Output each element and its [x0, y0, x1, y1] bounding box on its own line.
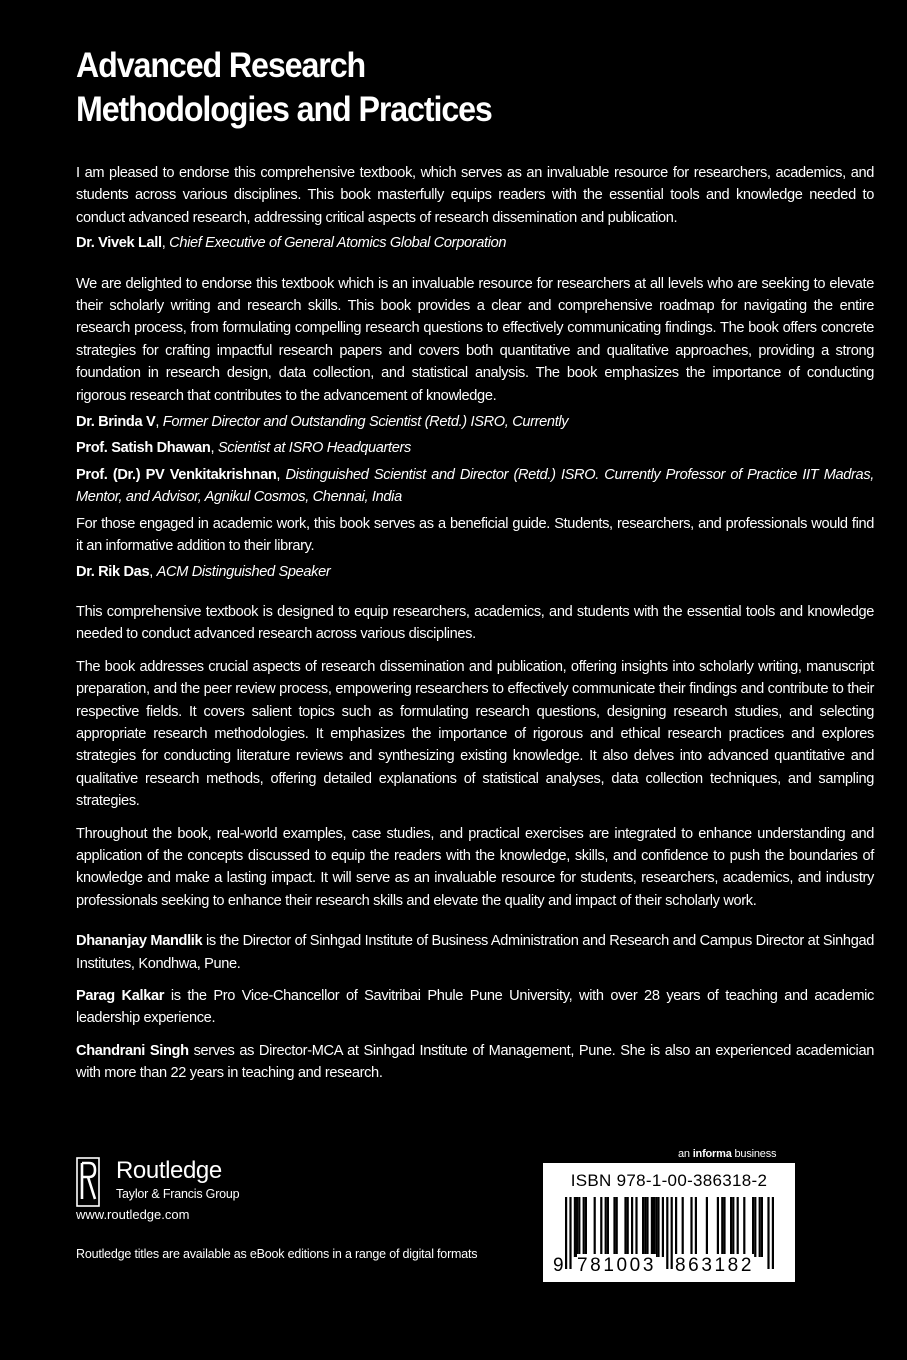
title-line-1: Advanced Research — [76, 46, 366, 85]
barcode-bar — [682, 1197, 684, 1257]
barcode-bar — [690, 1197, 692, 1257]
signatory-role: Scientist at ISRO Headquarters — [217, 440, 411, 457]
barcode-bar — [655, 1197, 657, 1257]
isbn-label: ISBN 978-1-00-386318-2 — [570, 1171, 768, 1190]
description-paragraph: The book addresses crucial aspects of research dissemination and publication, offering insights into scholarly writing, manuscript preparation, and the peer review process, empowering researchers to effectively communicate their findings and contribute to their respective fields. It covers salient topics such as formulating research questions, designing research studies, and selecting appropriate research methodologies. It emphasizes the importance of rigorous and ethical research practices and explores strategies for conducting literature reviews and synthesizing existing knowledge. It also delves into advanced quantitative and qualitative research methods, offering detailed explanations of statistical analyses, data collection techniques, and sampling strategies. — [76, 658, 874, 810]
endorsement-3: For those engaged in academic work, this book serves as a beneficial guide. Students, researchers, and professionals would find it an informative addition to their library. — [76, 515, 874, 555]
endorser-role: Chief Executive of General Atomics Global Corporation — [169, 235, 507, 252]
barcode-bar — [723, 1197, 725, 1257]
signatory-name: Prof. (Dr.) PV Venkitakrishnan — [76, 466, 277, 483]
barcode-bar — [721, 1197, 723, 1257]
ean-digits — [543, 1254, 795, 1278]
barcode-bar — [732, 1197, 734, 1257]
endorser-name: Dr. Rik Das — [76, 563, 150, 580]
barcode-bar — [583, 1197, 585, 1257]
endorsement-2: We are delighted to endorse this textbook which is an invaluable resource for researchers at all levels who are seeking to elevate their scholarly writing and research skills. This book provides a clear and comprehensive roadmap for navigating the entire research process, from formulating compelling research questions to effectively communicating findings. The book offers concrete strategies for crafting impactful research papers and covers both quantitative and qualitative approaches, providing a strong foundation in research design, data collection, and statistical analysis. The book emphasizes the importance of conducting rigorous research that contributes to the advancement of knowledge. — [76, 275, 874, 404]
barcode-bar — [737, 1197, 739, 1257]
title-line-2: Methodologies and Practices — [76, 90, 492, 129]
barcode-bar — [578, 1197, 580, 1257]
description-paragraph: This comprehensive textbook is designed to equip researchers, academics, and students with the essential tools and knowledge needed to conduct advanced research across various disciplines. — [76, 603, 874, 643]
barcode-bar — [651, 1197, 653, 1257]
barcode-bar — [574, 1197, 576, 1257]
publisher-group: Taylor & Francis Group — [116, 1187, 240, 1201]
author-bio-text: is the Director of Sinhgad Institute of Business Administration and Research and Campus Director at Sinhgad Institutes, Kondhwa, Pune. — [76, 933, 874, 972]
barcode-bar — [616, 1197, 618, 1257]
description-paragraph: Throughout the book, real-world examples, case studies, and practical exercises are integrated to enhance understanding and application of the concepts discussed to equip the readers with the knowledge, skills, and confidence to push the boundaries of knowledge and make a lasting impact. It will serve as an invaluable resource for students, researchers, academics, and industry professionals seeking to enhance their research skills and elevate the quality and impact of their scholarly work. — [76, 825, 874, 909]
ean-first-digit: 9 — [553, 1255, 564, 1276]
barcode-bar — [653, 1197, 655, 1257]
informa-business-label: an informa business — [678, 1148, 777, 1160]
barcode-bar — [752, 1197, 754, 1257]
barcode-bar — [675, 1197, 677, 1257]
barcode-bar — [644, 1197, 646, 1257]
author-bio — [76, 985, 874, 1030]
signatory-name: Dr. Brinda V — [76, 414, 156, 431]
author-name: Dhananjay Mandlik — [76, 933, 203, 950]
barcode-bar — [759, 1197, 761, 1257]
barcode-bar — [657, 1197, 659, 1257]
signatory-3: Prof. (Dr.) PV Venkitakrishnan, Distinguished Scientist and Director (Retd.) ISRO. Currently Professor of Practice IIT Madras, Mentor, and Advisor, Agnikul Cosmos, Chennai, India — [76, 466, 874, 506]
barcode-bar — [594, 1197, 596, 1257]
isbn-barcode — [543, 1163, 795, 1282]
signatory-2: Prof. Satish Dhawan, Scientist at ISRO Headquarters — [76, 440, 411, 457]
signatory-name: Prof. Satish Dhawan — [76, 440, 211, 457]
barcode-bar — [695, 1197, 697, 1257]
ebook-note: Routledge titles are available as eBook editions in a range of digital formats — [76, 1247, 478, 1261]
author-bio — [76, 930, 874, 975]
barcode-bar — [717, 1197, 719, 1257]
endorser-name: Dr. Vivek Lall — [76, 235, 162, 252]
routledge-logo — [76, 1157, 296, 1207]
author-name: Parag Kalkar — [76, 988, 165, 1004]
routledge-r-icon — [76, 1157, 100, 1207]
barcode-bar — [585, 1197, 587, 1257]
author-name: Chandrani Singh — [76, 1042, 189, 1059]
book-title — [76, 44, 775, 132]
barcode-bar — [631, 1197, 633, 1257]
barcode-bar — [635, 1197, 637, 1257]
ean-left-digits: 781003 — [577, 1255, 657, 1276]
endorsement-3-signature: Dr. Rik Das, ACM Distinguished Speaker — [76, 563, 331, 580]
barcode-bar — [662, 1197, 664, 1257]
barcode-bar — [607, 1197, 609, 1257]
barcode-bar — [642, 1197, 644, 1257]
publisher-url: www.routledge.com — [76, 1207, 190, 1222]
author-bio-text: serves as Director-MCA at Sinhgad Institute of Management, Pune. She is also an experienced academician with more than 22 years in teaching and research. — [76, 1042, 874, 1082]
barcode-bar — [627, 1197, 629, 1257]
barcode-bar — [624, 1197, 626, 1257]
signatory-1: Dr. Brinda V, Former Director and Outstanding Scientist (Retd.) ISRO, Currently — [76, 414, 569, 431]
barcode-bar — [600, 1197, 602, 1257]
barcode-bar — [730, 1197, 732, 1257]
author-bio-text: is the Pro Vice-Chancellor of Savitribai Phule Pune University, with over 28 years of teaching and academic leadership experience. — [76, 988, 874, 1027]
informa-brand: informa — [692, 1148, 732, 1160]
cover-text — [76, 162, 874, 1095]
barcode-bar — [576, 1197, 578, 1257]
endorsement-1-signature: Dr. Vivek Lall, Chief Executive of General Atomics Global Corporation — [76, 235, 507, 252]
author-bio — [76, 1040, 874, 1085]
publisher-name: Routledge — [116, 1157, 222, 1184]
barcode-bar — [706, 1197, 708, 1257]
ean-right-digits: 863182 — [675, 1255, 755, 1276]
barcode-bar — [646, 1197, 648, 1257]
endorsement-1: I am pleased to endorse this comprehensive textbook, which serves as an invaluable resource for researchers, academics, and students across various disciplines. This book masterfully equips readers with the essential tools and knowledge needed to conduct advanced research, addressing critical aspects of research dissemination and publication. — [76, 165, 874, 226]
barcode-bar — [761, 1197, 763, 1257]
barcode-bar — [613, 1197, 615, 1257]
barcode-bar — [743, 1197, 745, 1257]
barcode-bar — [605, 1197, 607, 1257]
endorser-role: ACM Distinguished Speaker — [156, 563, 331, 580]
signatory-role: Distinguished Scientist and Director (Retd.) ISRO. Currently Professor of Practice IIT Madras, Mentor, and Advisor, Agnikul Cosmos, Chennai, India — [76, 466, 874, 506]
signatory-role: Former Director and Outstanding Scientist (Retd.) ISRO, Currently — [162, 414, 569, 431]
barcode-bar — [754, 1197, 756, 1257]
